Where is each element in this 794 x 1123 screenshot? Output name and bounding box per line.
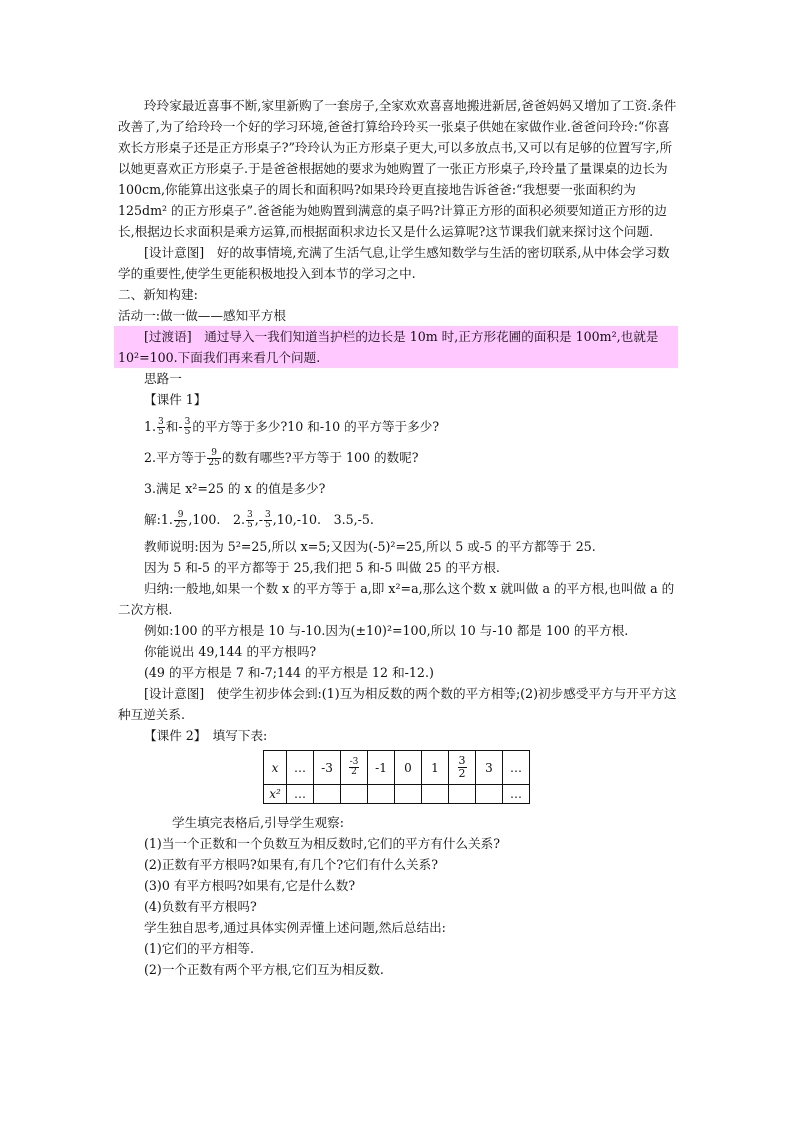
table-row [264,751,530,785]
frac-den: 2 [351,767,357,777]
table-fraction-pos [458,755,467,780]
q2-rest: 的数有哪些?平方等于 100 的数呢? [221,450,419,465]
idea-label: 思路一 [144,371,182,386]
after-table: 学生填完表格后,引导学生观察: [172,815,344,830]
answer-49: (49 的平方根是 7 和-7;144 的平方根是 12 和-12.) [144,665,434,680]
frac-num: -3 [349,757,359,767]
q1-num: 3 [158,417,164,427]
table-cell: … [503,785,530,804]
table-cell: x [264,751,287,785]
table-cell [395,785,422,804]
q2-fraction [207,449,220,468]
question-2 [118,447,678,468]
intro-paragraph: 玲玲家最近喜事不断,家里新购了一套房子,全家欢欢喜喜地搬进新居,爸爸妈妈又增加了工资.条件改善了,为了给玲玲一个好的学习环境,爸爸打算给玲玲买一张桌子供她在家做作业.爸爸问玲玲:“你喜欢长方形桌子还是正方形桌子?”玲玲认为正方形桌子更大,可以多放点书,又可以有足够的位置写字,所以她更喜欢正方形桌子.于是爸爸根据她的要求为她购置了一张正方形桌子,玲玲量了量课桌的边长为 100cm,你能算出这张桌子的周长和面积吗?如果玲玲更直接地告诉爸爸:“我想要一张面积约为 125dm² 的正方形桌子”.爸爸能为她购置到满意的桌子吗?计算正方形的面积必须要知道正方形的边长,根据边长求面积是乘方运算,而根据面积求边长又是什么运算呢?这节课我们就来探讨这个问题. [118,98,677,239]
q1-den2: 5 [184,427,191,437]
q2-prefix: 2.平方等于 [144,450,207,465]
sol-den: 25 [174,520,187,530]
q2-den: 25 [208,458,220,468]
observe-item: (3)0 有平方根吗?如果有,它是什么数? [144,878,356,893]
courseware-1-label: 【课件 1】 [144,392,207,407]
table-row [264,785,530,804]
q1-fraction-a [157,418,165,437]
transition-text: [过渡语] 通过导入一我们知道当护栏的边长是 10m 时,正方形花圃的面积是 100m²,也就是 10²=100.下面我们再来看几个问题. [114,326,678,368]
q1-fraction-b [184,418,192,437]
design-intent-2: [设计意图] 使学生初步体会到:(1)互为相反数的两个数的平方相等;(2)初步感受平方与开平方这种互逆关系. [118,686,677,722]
table-cell: -3 [314,751,341,785]
sol-num: 9 [174,511,187,521]
q2-num: 9 [207,449,220,459]
question-3: 3.满足 x²=25 的 x 的值是多少? [144,481,326,496]
table-cell: 0 [395,751,422,785]
q1-den: 5 [158,427,164,437]
sol-a: ,100. 2. [188,512,245,527]
table-cell: x² [264,785,287,804]
document-page [118,95,678,980]
table-cell: … [503,751,530,785]
table-cell: 3 [476,751,503,785]
observe-item: (4)负数有平方根吗? [144,899,257,914]
q1-mid: 和- [165,419,183,434]
conclusion-item: (2)一个正数有两个平方根,它们互为相反数. [144,962,384,977]
table-cell [422,785,449,804]
observe-item: (1)当一个正数和一个负数互为相反数时,它们的平方有什么关系? [144,836,501,851]
table-cell [341,785,368,804]
activity-heading: 活动一:做一做——感知平方根 [118,308,286,323]
teacher-note: 教师说明:因为 5²=25,所以 x=5;又因为(-5)²=25,所以 5 或-5 的平方都等于 25. [144,539,596,554]
observe-item: (2)正数有平方根吗?如果有,有几个?它们有什么关系? [144,857,438,872]
think-line: 学生独自思考,通过具体实例弄懂上述问题,然后总结出: [144,920,446,935]
table-cell: … [287,785,314,804]
conclusion-item: (1)它们的平方相等. [144,941,254,956]
sol-den3: 5 [264,520,271,530]
table-cell [476,785,503,804]
table-cell [449,751,476,785]
sol-num2: 3 [246,510,253,520]
table-cell: … [287,751,314,785]
table-cell [314,785,341,804]
sol-c: ,10,-10. 3.5,-5. [272,512,374,527]
table-cell: 1 [422,751,449,785]
sol-fraction-3 [264,511,272,530]
summary: 归纳:一般地,如果一个数 x 的平方等于 a,即 x²=a,那么这个数 x 就叫做 a 的平方根,也叫做 a 的二次方根. [118,581,675,617]
table-cell [341,751,368,785]
question-1 [118,416,678,437]
courseware-2-label: 【课件 2】 填写下表: [144,728,268,743]
example: 例如:100 的平方根是 10 与-10.因为(±10)²=100,所以 10 与-10 都是 100 的平方根. [144,623,629,638]
table-cell [449,785,476,804]
because-line: 因为 5 和-5 的平方都等于 25,我们把 5 和-5 叫做 25 的平方根. [144,560,500,575]
sol-fraction-1 [174,511,187,530]
q1-prefix: 1. [144,419,157,434]
sol-den2: 5 [246,520,253,530]
sol-prefix: 解:1. [144,512,173,527]
q1-rest: 的平方等于多少?10 和-10 的平方等于多少? [192,419,440,434]
section-heading: 二、新知构建: [118,287,198,302]
sol-fraction-2 [246,511,254,530]
sol-b: ,- [254,512,263,527]
sol-num3: 3 [264,510,271,520]
frac-den: 2 [458,767,466,780]
table-cell [368,785,395,804]
frac-num: 3 [458,754,466,767]
q1-num2: 3 [184,417,191,427]
table-cell: -1 [368,751,395,785]
solution-line [118,509,678,530]
question-49: 你能说出 49,144 的平方根吗? [144,644,317,659]
square-table [263,750,530,804]
table-fraction-neg [349,758,360,777]
design-intent-1: [设计意图] 好的故事情境,充满了生活气息,让学生感知数学与生活的密切联系,从中体会学习数学的重要性,使学生更能积极地投入到本节的学习之中. [118,245,670,281]
